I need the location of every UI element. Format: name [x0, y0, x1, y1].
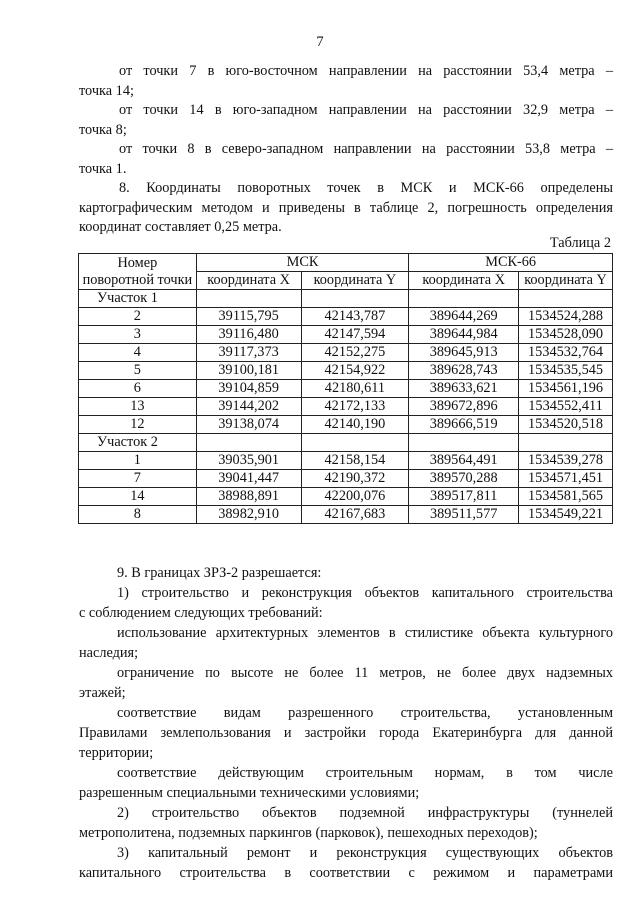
cell-msk66-x: 389511,577	[409, 506, 519, 524]
cell-point: 14	[79, 488, 197, 506]
empty-cell	[519, 434, 613, 452]
cell-msk66-x: 389517,811	[409, 488, 519, 506]
cell-msk-y: 42147,594	[301, 326, 409, 344]
cell-msk-x: 39035,901	[196, 452, 301, 470]
sub-item-line: соответствие видам разрешенного строительства, установленным	[117, 705, 613, 721]
cell-point: 5	[79, 362, 197, 380]
cell-msk-x: 39144,202	[196, 398, 301, 416]
cell-msk-x: 39117,373	[196, 344, 301, 362]
intro-line-cont: точка 1.	[79, 160, 127, 177]
cell-msk-y: 42200,076	[301, 488, 409, 506]
cell-msk-y: 42190,372	[301, 470, 409, 488]
table-row	[79, 344, 613, 362]
page-number: 7	[316, 34, 324, 50]
sub-item-line: Правилами землепользования и застройки города Екатеринбурга для данной	[79, 725, 613, 741]
cell-msk66-x: 389633,621	[409, 380, 519, 398]
table-row	[79, 452, 613, 470]
cell-point: 7	[79, 470, 197, 488]
paragraph-9-heading: 9. В границах ЗРЗ-2 разрешается:	[117, 565, 322, 581]
para8-line: 8. Координаты поворотных точек в МСК и МСК-66 определены	[119, 180, 613, 196]
sub-item-line: этажей;	[79, 685, 126, 701]
empty-cell	[409, 434, 519, 452]
table-row	[79, 362, 613, 380]
cell-msk-y: 42152,275	[301, 344, 409, 362]
sub-item-line: территории;	[79, 745, 154, 761]
cell-point: 4	[79, 344, 197, 362]
empty-cell	[409, 290, 519, 308]
section9-text	[79, 564, 613, 884]
header-msk-y: координата Y	[301, 272, 409, 290]
intro-line-cont: точка 8;	[79, 121, 127, 138]
table-row	[79, 380, 613, 398]
cell-msk-y: 42180,611	[301, 380, 409, 398]
section-label: Участок 1	[79, 290, 197, 308]
item-3-line: капитального строительства в соответствии с режимом и параметрами	[79, 865, 613, 881]
cell-msk66-y: 1534528,090	[519, 326, 613, 344]
empty-cell	[196, 290, 301, 308]
coordinates-table	[78, 253, 613, 524]
cell-msk-y: 42143,787	[301, 308, 409, 326]
item-1-line: с соблюдением следующих требований:	[79, 605, 323, 621]
cell-point: 2	[79, 308, 197, 326]
section-label: Участок 2	[79, 434, 197, 452]
cell-msk-y: 42167,683	[301, 506, 409, 524]
header-point-number: Номер поворотной точки	[79, 254, 197, 290]
sub-item-line: соответствие действующим строительным нормам, в том числе	[117, 765, 613, 781]
cell-msk66-x: 389645,913	[409, 344, 519, 362]
cell-msk66-x: 389666,519	[409, 416, 519, 434]
sub-item-line: разрешенным специальными техническими условиями;	[79, 785, 420, 801]
cell-msk66-x: 389570,288	[409, 470, 519, 488]
cell-msk-x: 38988,891	[196, 488, 301, 506]
header-msk: МСК	[196, 254, 409, 272]
para8-line: координат составляет 0,25 метра.	[79, 219, 282, 235]
cell-point: 8	[79, 506, 197, 524]
cell-msk-y: 42158,154	[301, 452, 409, 470]
cell-msk-y: 42140,190	[301, 416, 409, 434]
header-msk66: МСК-66	[409, 254, 613, 272]
empty-cell	[196, 434, 301, 452]
cell-msk66-x: 389672,896	[409, 398, 519, 416]
intro-line-cont: точка 14;	[79, 82, 134, 99]
cell-point: 3	[79, 326, 197, 344]
empty-cell	[519, 290, 613, 308]
empty-cell	[301, 290, 409, 308]
table-row	[79, 470, 613, 488]
header-msk66-y: координата Y	[519, 272, 613, 290]
cell-msk-x: 39138,074	[196, 416, 301, 434]
item-2-line: 2) строительство объектов подземной инфраструктуры (туннелей	[117, 805, 613, 821]
table-row	[79, 488, 613, 506]
cell-msk-y: 42172,133	[301, 398, 409, 416]
cell-msk66-y: 1534552,411	[519, 398, 613, 416]
cell-msk-x: 39115,795	[196, 308, 301, 326]
intro-line: от точки 14 в юго-западном направлении на расстоянии 32,9 метра –	[119, 102, 613, 118]
cell-point: 1	[79, 452, 197, 470]
cell-msk66-y: 1534532,764	[519, 344, 613, 362]
cell-point: 12	[79, 416, 197, 434]
table-caption: Таблица 2	[549, 235, 611, 251]
cell-point: 13	[79, 398, 197, 416]
cell-msk66-y: 1534561,196	[519, 380, 613, 398]
cell-msk66-y: 1534581,565	[519, 488, 613, 506]
cell-msk-x: 39100,181	[196, 362, 301, 380]
intro-text	[79, 62, 613, 238]
empty-cell	[301, 434, 409, 452]
table-row	[79, 506, 613, 524]
cell-msk-x: 39116,480	[196, 326, 301, 344]
header-msk-x: координата X	[196, 272, 301, 290]
cell-msk66-x: 389628,743	[409, 362, 519, 380]
sub-item-line: наследия;	[79, 645, 139, 661]
cell-msk-y: 42154,922	[301, 362, 409, 380]
item-1-line: 1) строительство и реконструкция объектов капитального строительства	[117, 585, 613, 601]
intro-line: от точки 7 в юго-восточном направлении на расстоянии 53,4 метра –	[119, 63, 613, 79]
table-row	[79, 308, 613, 326]
cell-point: 6	[79, 380, 197, 398]
cell-msk66-y: 1534539,278	[519, 452, 613, 470]
item-3-line: 3) капитальный ремонт и реконструкция существующих объектов	[117, 845, 613, 861]
cell-msk66-x: 389644,269	[409, 308, 519, 326]
intro-line: от точки 8 в северо-западном направлении на расстоянии 53,8 метра –	[119, 141, 613, 157]
cell-msk-x: 39104,859	[196, 380, 301, 398]
cell-msk66-y: 1534524,288	[519, 308, 613, 326]
table-row	[79, 416, 613, 434]
cell-msk66-y: 1534549,221	[519, 506, 613, 524]
cell-msk66-x: 389564,491	[409, 452, 519, 470]
table-row	[79, 326, 613, 344]
sub-item-line: ограничение по высоте не более 11 метров, не более двух надземных	[117, 665, 613, 681]
para8-line: картографическим методом и приведены в таблице 2, погрешность определения	[79, 199, 613, 216]
sub-item-line: использование архитектурных элементов в стилистике объекта культурного	[117, 625, 613, 641]
cell-msk-x: 39041,447	[196, 470, 301, 488]
cell-msk66-x: 389644,984	[409, 326, 519, 344]
item-2-line: метрополитена, подземных паркингов (парковок), пешеходных переходов);	[79, 825, 538, 841]
header-msk66-x: координата X	[409, 272, 519, 290]
cell-msk66-y: 1534520,518	[519, 416, 613, 434]
cell-msk66-y: 1534535,545	[519, 362, 613, 380]
table-row	[79, 398, 613, 416]
cell-msk-x: 38982,910	[196, 506, 301, 524]
cell-msk66-y: 1534571,451	[519, 470, 613, 488]
